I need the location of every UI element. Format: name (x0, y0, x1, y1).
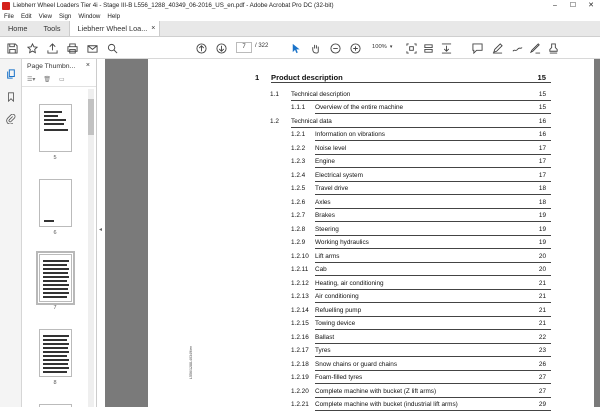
scroll-mode-icon[interactable] (421, 41, 435, 55)
toc-entry-page: 19 (538, 239, 546, 246)
toc-entry-title: Air conditioning (315, 293, 359, 300)
toc-entry-title: Brakes (315, 212, 335, 219)
fill-sign-icon[interactable] (528, 41, 542, 55)
toc-entry-number: 1.2.19 (291, 374, 309, 381)
title-bar (0, 0, 600, 11)
thumbnails-toolbar (22, 73, 96, 87)
toc-entry-page: 21 (538, 293, 546, 300)
toc-entry-title: Cab (315, 266, 327, 273)
toc-entry[interactable] (255, 196, 551, 209)
menu-view[interactable]: View (38, 12, 52, 20)
toc-entry-number: 1.2.9 (291, 239, 306, 246)
thumbnail-text-line (43, 359, 69, 361)
document-side-code: L556/1288-40349/en (189, 345, 193, 379)
stamp-icon[interactable] (546, 41, 560, 55)
toc-entry-number: 1.2.2 (291, 144, 306, 152)
toc-entry[interactable] (255, 358, 551, 371)
toc-entry[interactable] (255, 290, 551, 303)
toc-entry-number: 1.2.15 (291, 320, 309, 327)
thumbnail-text-line (43, 355, 67, 357)
select-cursor-icon[interactable] (288, 41, 302, 55)
thumbnail-text-line (43, 367, 69, 369)
toc-entry[interactable] (255, 209, 551, 222)
toc-entry-page: 18 (538, 185, 546, 192)
maximize-button[interactable]: ☐ (569, 2, 577, 9)
toc-entry[interactable] (255, 115, 551, 128)
toc-entry-number: 1.2.6 (291, 198, 306, 206)
close-panel-icon[interactable]: × (85, 62, 90, 69)
thumbnail-text-line (43, 288, 68, 290)
thumbnail-text-line (44, 111, 62, 113)
toc-entry-number: 1.2.17 (291, 347, 309, 354)
toc-entry-title: Electrical system (315, 171, 363, 179)
toc-entry-page: 27 (538, 387, 546, 395)
toc-entry-page: 19 (538, 225, 546, 233)
toc-entry-number: 1.2.1 (291, 131, 306, 138)
print-icon[interactable] (65, 41, 79, 55)
toc-entry[interactable] (255, 182, 551, 195)
toc-entry[interactable] (255, 344, 551, 357)
toc-entry[interactable] (255, 70, 551, 83)
toc-entry[interactable] (255, 155, 551, 168)
navigation-rail (0, 59, 22, 407)
toc-entry-title: Product description (271, 73, 343, 82)
toc-entry-title: Technical description (291, 90, 351, 98)
tab-document[interactable] (69, 21, 161, 36)
tab-tools[interactable]: Tools (43, 24, 61, 33)
menu-file[interactable]: File (4, 12, 14, 20)
toc-entry-title: Steering (315, 225, 339, 233)
thumbnail-text-line (43, 343, 69, 345)
thumbnail-text-line (44, 123, 64, 125)
toc-entry-page: 27 (538, 374, 546, 381)
collapse-panel-arrow-icon[interactable]: ◂ (99, 227, 103, 233)
comment-icon[interactable] (470, 41, 484, 55)
bookmark-star-icon[interactable] (25, 41, 39, 55)
toc-entry-title: Ballast (315, 333, 335, 341)
thumbnail-text-line (43, 260, 69, 262)
toolbar (0, 37, 600, 59)
toc-entry-number: 1.1 (270, 90, 279, 98)
toc-entry-number: 1.2.8 (291, 225, 306, 233)
toc-underline (271, 82, 551, 83)
toc-entry-page: 21 (538, 306, 546, 314)
menu-bar (0, 11, 600, 21)
email-icon[interactable] (85, 41, 99, 55)
toc-entry-title: Complete machine with bucket (industrial lift arms) (315, 401, 458, 408)
toc-entry[interactable] (255, 128, 551, 141)
toc-entry-title: Lift arms (315, 252, 340, 260)
toc-entry[interactable] (255, 331, 551, 344)
thumbnail-text-line (43, 296, 67, 298)
toc-entry-title: Overview of the entire machine (315, 104, 404, 111)
toc-entry-number: 1.2.16 (291, 333, 309, 341)
page-thumbnail[interactable] (39, 104, 72, 152)
zoom-level-select[interactable]: 100% ▾ (372, 42, 400, 53)
thumbnail-text-line (44, 129, 68, 131)
menu-sign[interactable]: Sign (58, 12, 72, 20)
menu-edit[interactable]: Edit (20, 12, 32, 20)
read-mode-icon[interactable] (439, 41, 453, 55)
toc-entry-page: 20 (538, 266, 546, 273)
toc-entry-number: 1.1.1 (291, 104, 306, 111)
attachments-icon[interactable] (5, 113, 17, 125)
toc-entry-title: Heating, air conditioning (315, 279, 384, 287)
page-thumbnail[interactable] (39, 254, 72, 302)
toc-entry-page: 17 (538, 158, 546, 165)
toc-entry-title: Technical data (291, 117, 332, 125)
toc-entry-page: 20 (538, 252, 546, 260)
thumbnail-page-label: 7 (53, 305, 57, 311)
window-controls (546, 0, 600, 11)
delete-page-icon[interactable]: 🗑 (43, 77, 52, 83)
hand-tool-icon[interactable] (308, 41, 322, 55)
thumbnails-title: Page Thumbn... (27, 62, 76, 70)
menu-window[interactable]: Window (78, 12, 101, 20)
toc-entry[interactable] (255, 250, 551, 263)
draw-icon[interactable] (510, 41, 524, 55)
toc-entry-page: 15 (538, 90, 546, 98)
thumbnail-page-label: 6 (53, 230, 57, 236)
tab-bar (0, 21, 600, 37)
toc-entry-page: 21 (538, 279, 546, 287)
page-number-input[interactable]: 7 (236, 42, 252, 53)
tab-home[interactable]: Home (8, 24, 28, 33)
toc-entry-title: Refuelling pump (315, 306, 362, 314)
next-page-icon[interactable] (214, 41, 228, 55)
thumbnail-page-label: 5 (53, 155, 57, 161)
window-title: Liebherr Wheel Loaders Tier 4i - Stage III-B L556_1288_40349_06-2016_US_en.pdf - Adobe Acrobat Pro DC (32-bit) (13, 2, 334, 9)
thumbnail-text-line (43, 335, 69, 337)
toc-entry-number: 1.2.3 (291, 158, 306, 165)
toc-entry-number: 1.2.14 (291, 306, 309, 314)
toc-entry[interactable] (255, 385, 551, 398)
thumbnail-text-line (43, 339, 67, 341)
acrobat-app-icon (2, 2, 10, 10)
thumbnails-scroll-thumb[interactable] (88, 99, 94, 135)
thumbnail-page-label: 8 (53, 380, 57, 386)
upload-icon[interactable] (45, 41, 59, 55)
thumbnail-text-line (43, 351, 69, 353)
toc-entry-number: 1.2.18 (291, 360, 309, 368)
page-thumbnails-icon[interactable] (5, 68, 17, 80)
toc-entry-page: 23 (538, 347, 546, 354)
tab-document-label: Liebherr Wheel Loa... (77, 24, 148, 33)
toc-entry-title: Tyres (315, 347, 331, 354)
toc-entry-page: 15 (538, 104, 546, 111)
close-window-button[interactable]: ✕ (588, 2, 594, 9)
fit-page-icon[interactable] (404, 41, 418, 55)
toc-entry[interactable] (255, 263, 551, 276)
thumbnail-text-line (43, 284, 69, 286)
toc-entry[interactable] (255, 223, 551, 236)
page-total: / 322 (255, 43, 269, 49)
toc-entry-title: Noise level (315, 144, 347, 152)
toc-entry-number: 1.2.7 (291, 212, 306, 219)
toc-entry[interactable] (255, 371, 551, 384)
toc-entry[interactable] (255, 317, 551, 330)
toc-entry-number: 1.2.12 (291, 279, 309, 287)
thumbnail-text-line (43, 276, 69, 278)
toc-entry-title: Axles (315, 198, 331, 206)
page-thumbnail[interactable] (39, 329, 72, 377)
close-tab-icon[interactable]: × (151, 25, 156, 32)
thumbnails-header (22, 59, 96, 73)
search-icon[interactable] (105, 41, 119, 55)
toc-entry-number: 1.2.11 (291, 266, 309, 273)
toc-entry-number: 1.2.13 (291, 293, 309, 300)
toc-entry[interactable] (255, 88, 551, 101)
page-thumbnails-panel (22, 59, 97, 407)
toc-entry-title: Engine (315, 158, 335, 165)
toc-entry-title: Complete machine with bucket (Z lift arms) (315, 387, 437, 395)
toc-entry-page: 21 (538, 320, 546, 327)
toc-entry-title: Towing device (315, 320, 356, 327)
toc-entry-page: 29 (538, 401, 546, 408)
toc-entry-title: Travel drive (315, 185, 349, 192)
toc-entry-title: Working hydraulics (315, 239, 369, 246)
thumbnail-more-icon[interactable]: ▭ (59, 77, 65, 83)
toc-entry-number: 1.2.5 (291, 185, 306, 192)
thumbnail-text-line (43, 371, 67, 373)
toc-entry[interactable] (255, 101, 551, 114)
thumbnail-options-icon[interactable]: ☰▾ (27, 77, 36, 83)
toc-entry-title: Foam-filled tyres (315, 374, 363, 381)
toc-entry[interactable] (255, 236, 551, 249)
toc-entry[interactable] (255, 304, 551, 317)
thumbnail-text-line (44, 115, 58, 117)
toc-entry-page: 16 (538, 117, 546, 125)
toc-entry-number: 1.2.21 (291, 401, 309, 408)
toc-entry-title: Snow chains or guard chains (315, 360, 398, 368)
thumbnails-scrollbar[interactable] (88, 89, 94, 407)
zoom-out-icon[interactable] (328, 41, 342, 55)
toc-entry[interactable] (255, 277, 551, 290)
thumbnail-text-line (43, 347, 68, 349)
save-icon[interactable] (5, 41, 19, 55)
toc-entry-number: 1.2.10 (291, 252, 309, 260)
toc-entry[interactable] (255, 398, 551, 411)
toc-entry-page: 18 (538, 198, 546, 206)
toc-entry-number: 1 (255, 73, 260, 82)
toc-entry-page: 15 (537, 73, 546, 82)
minimize-button[interactable]: – (553, 2, 557, 9)
thumbnail-text-line (43, 292, 69, 294)
toc-entry-number: 1.2 (270, 117, 279, 125)
thumbnail-text-line (44, 119, 66, 121)
toc-entry-page: 19 (538, 212, 546, 219)
previous-page-icon[interactable] (194, 41, 208, 55)
bookmarks-icon[interactable] (5, 91, 17, 103)
toc-entry-page: 17 (538, 171, 546, 179)
toc-entry-number: 1.2.20 (291, 387, 309, 395)
toc-entry-page: 26 (538, 360, 546, 368)
thumbnail-text-line (43, 280, 67, 282)
menu-help[interactable]: Help (107, 12, 121, 20)
thumbnail-text-line (43, 268, 69, 270)
toc-entry-title: Information on vibrations (315, 131, 385, 138)
thumbnail-text-line (44, 220, 54, 222)
zoom-in-icon[interactable] (348, 41, 362, 55)
highlight-pen-icon[interactable] (490, 41, 504, 55)
thumbnail-list[interactable] (22, 89, 88, 407)
thumbnail-text-line (43, 363, 68, 365)
toc-entry-page: 22 (538, 333, 546, 341)
toc-entry[interactable] (255, 142, 551, 155)
thumbnail-text-line (43, 264, 67, 266)
toc-entry-number: 1.2.4 (291, 171, 306, 179)
page-thumbnail[interactable] (39, 179, 72, 227)
thumbnail-text-line (43, 272, 68, 274)
toc-entry[interactable] (255, 169, 551, 182)
toc-entry-page: 16 (538, 131, 546, 138)
toc-entry-page: 17 (538, 144, 546, 152)
